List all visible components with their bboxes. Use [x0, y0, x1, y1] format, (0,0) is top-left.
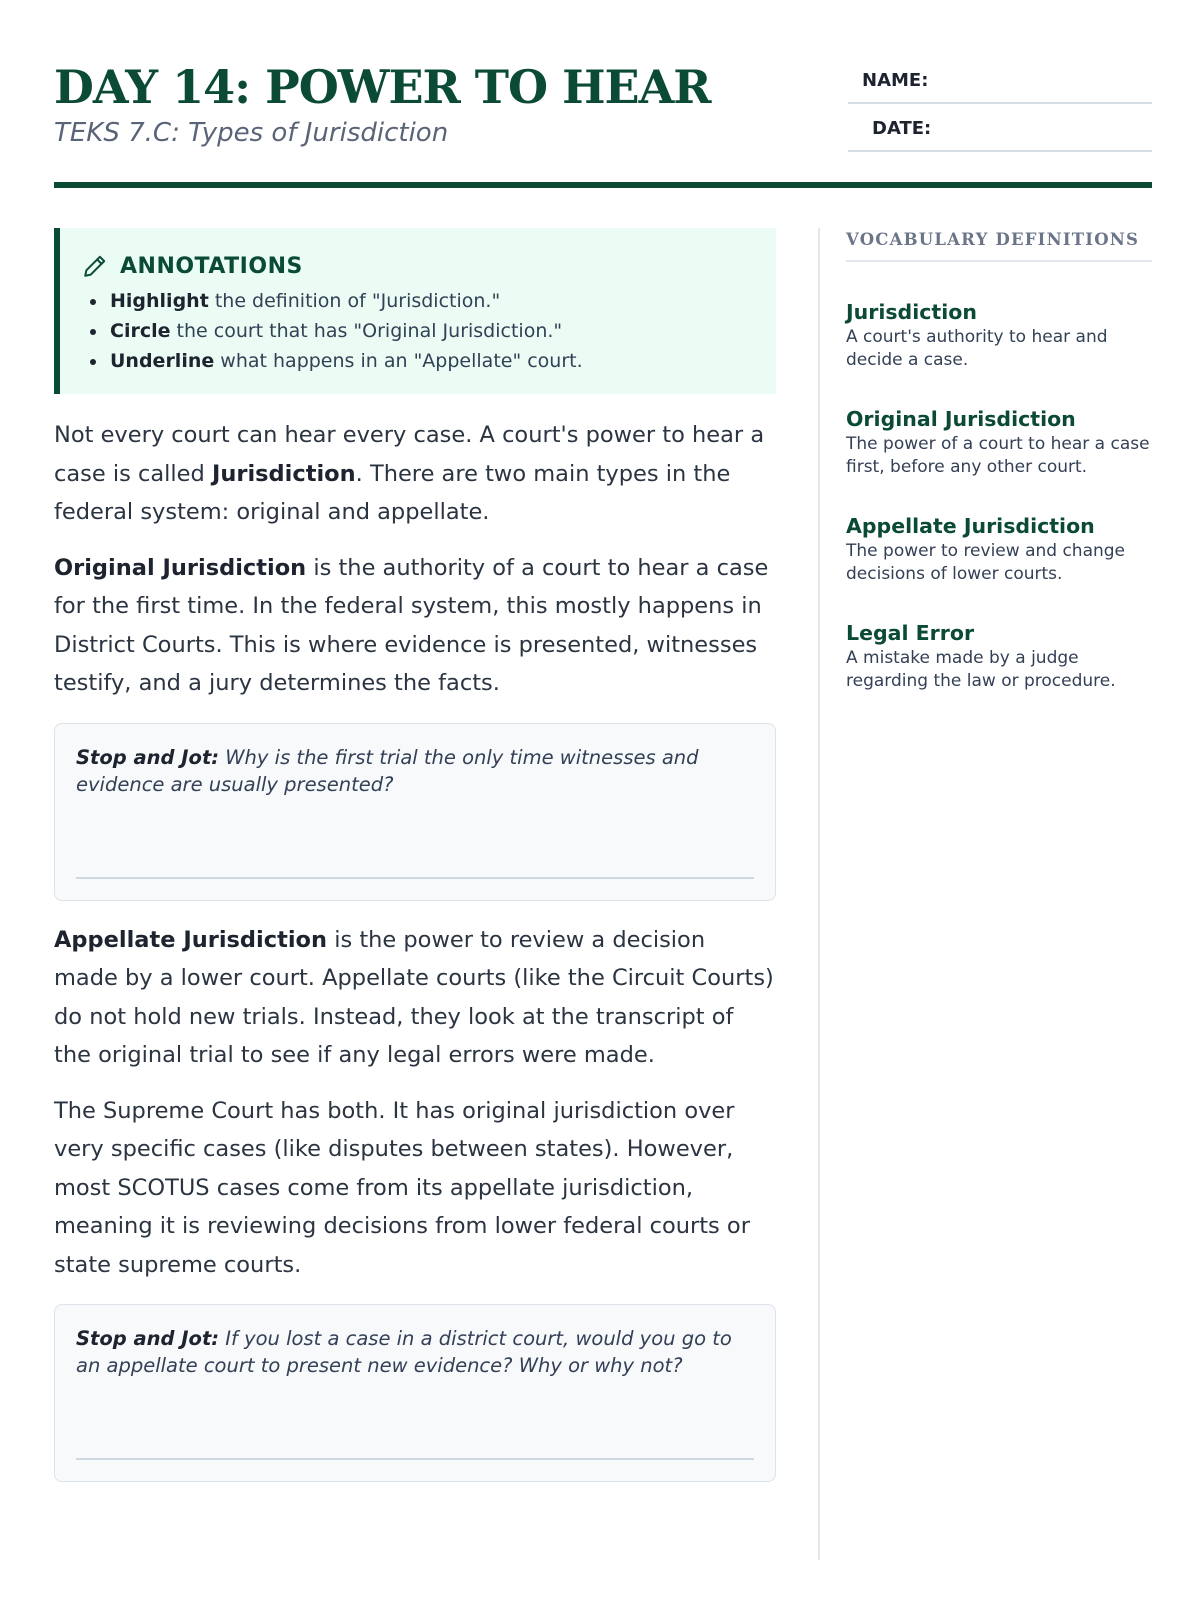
- list-item: [110, 316, 756, 346]
- annotation-text: the definition of "Jurisdiction.": [208, 290, 501, 312]
- header-divider: [54, 182, 1152, 188]
- vocabulary-sidebar: [818, 228, 1152, 1560]
- date-field[interactable]: [848, 104, 1152, 152]
- jot-label: Stop and Jot:: [76, 1327, 220, 1350]
- annotation-verb: Underline: [110, 350, 215, 372]
- term-name: Appellate Jurisdiction: [846, 514, 1095, 538]
- answer-line: [76, 877, 754, 879]
- jot-question: If you lost a case in a district court, would you go to an appellate court to present new evidence? Why or why not?: [76, 1327, 732, 1377]
- jot-question: Why is the first trial the only time witnesses and evidence are usually presented?: [76, 745, 699, 796]
- pencil-icon: [82, 253, 108, 279]
- vocab-term: [846, 619, 1152, 692]
- annotation-text: the court that has "Original Jurisdiction.": [170, 320, 563, 342]
- key-term: Appellate Jurisdiction: [54, 926, 328, 953]
- paragraph-supreme-court: [54, 1092, 776, 1285]
- term-definition: A mistake made by a judge regarding the law or procedure.: [846, 648, 1116, 691]
- answer-line: [76, 1458, 754, 1460]
- term-name: Jurisdiction: [846, 300, 977, 324]
- jot-label: Stop and Jot:: [76, 745, 220, 769]
- vocab-term: [846, 298, 1152, 371]
- stop-and-jot-box[interactable]: [54, 723, 776, 901]
- name-field[interactable]: [848, 56, 1152, 104]
- student-fields: [848, 56, 1152, 152]
- paragraph-text: . There are two main types in the federal system: original and appellate.: [54, 460, 731, 525]
- annotations-box: [54, 228, 776, 394]
- term-definition: A court's authority to hear and decide a case.: [846, 327, 1108, 370]
- name-label: NAME:: [862, 70, 929, 91]
- annotation-verb: Highlight: [110, 290, 209, 312]
- key-term: Jurisdiction: [211, 460, 356, 487]
- term-name: Original Jurisdiction: [846, 407, 1076, 431]
- paragraph-text: is the authority of a court to hear a case for the first time. In the federal system, this mostly happens in District Courts. This is where evidence is presented, witnesses testify, and a jury determines the facts.: [54, 554, 769, 696]
- paragraph-text: is the power to review a decision made by a lower court. Appellate courts (like the Circuit Courts) do not hold new trials. Instead, they look at the transcript of the original trial to see if any legal errors were made.: [54, 926, 774, 1068]
- jot-prompt: [76, 744, 754, 798]
- paragraph-text: Not every court can hear every case. A court's power to hear a case is called: [54, 422, 765, 487]
- stop-and-jot-box[interactable]: [54, 1304, 776, 1482]
- page-title: DAY 14: POWER TO HEAR: [54, 60, 711, 114]
- annotations-header: [82, 248, 756, 284]
- annotation-text: what happens in an "Appellate" court.: [214, 350, 583, 372]
- header: [54, 56, 1152, 188]
- term-name: Legal Error: [846, 621, 975, 645]
- jot-prompt: [76, 1325, 754, 1379]
- paragraph-intro: [54, 416, 776, 532]
- paragraph-text: The Supreme Court has both. It has original jurisdiction over very specific cases (like disputes between states). However, most SCOTUS cases come from its appellate jurisdiction, meaning it is reviewing decisions from lower federal courts or state supreme courts.: [54, 1097, 750, 1278]
- page-subtitle: TEKS 7.C: Types of Jurisdiction: [54, 118, 449, 148]
- date-label: DATE:: [872, 118, 932, 139]
- paragraph-appellate: [54, 921, 776, 1075]
- vocab-term: [846, 405, 1152, 478]
- term-definition: The power of a court to hear a case first, before any other court.: [846, 434, 1150, 477]
- key-term: Original Jurisdiction: [54, 554, 307, 581]
- main-column: [54, 228, 776, 1482]
- list-item: [110, 286, 756, 316]
- worksheet-page: [54, 0, 1152, 1600]
- annotations-list: [82, 286, 756, 376]
- annotation-verb: Circle: [110, 320, 171, 342]
- paragraph-original: [54, 549, 776, 703]
- term-definition: The power to review and change decisions of lower courts.: [846, 541, 1126, 584]
- vocab-term: [846, 512, 1152, 585]
- annotations-title: ANNOTATIONS: [120, 253, 303, 279]
- sidebar-heading: VOCABULARY DEFINITIONS: [846, 228, 1152, 262]
- list-item: [110, 346, 756, 376]
